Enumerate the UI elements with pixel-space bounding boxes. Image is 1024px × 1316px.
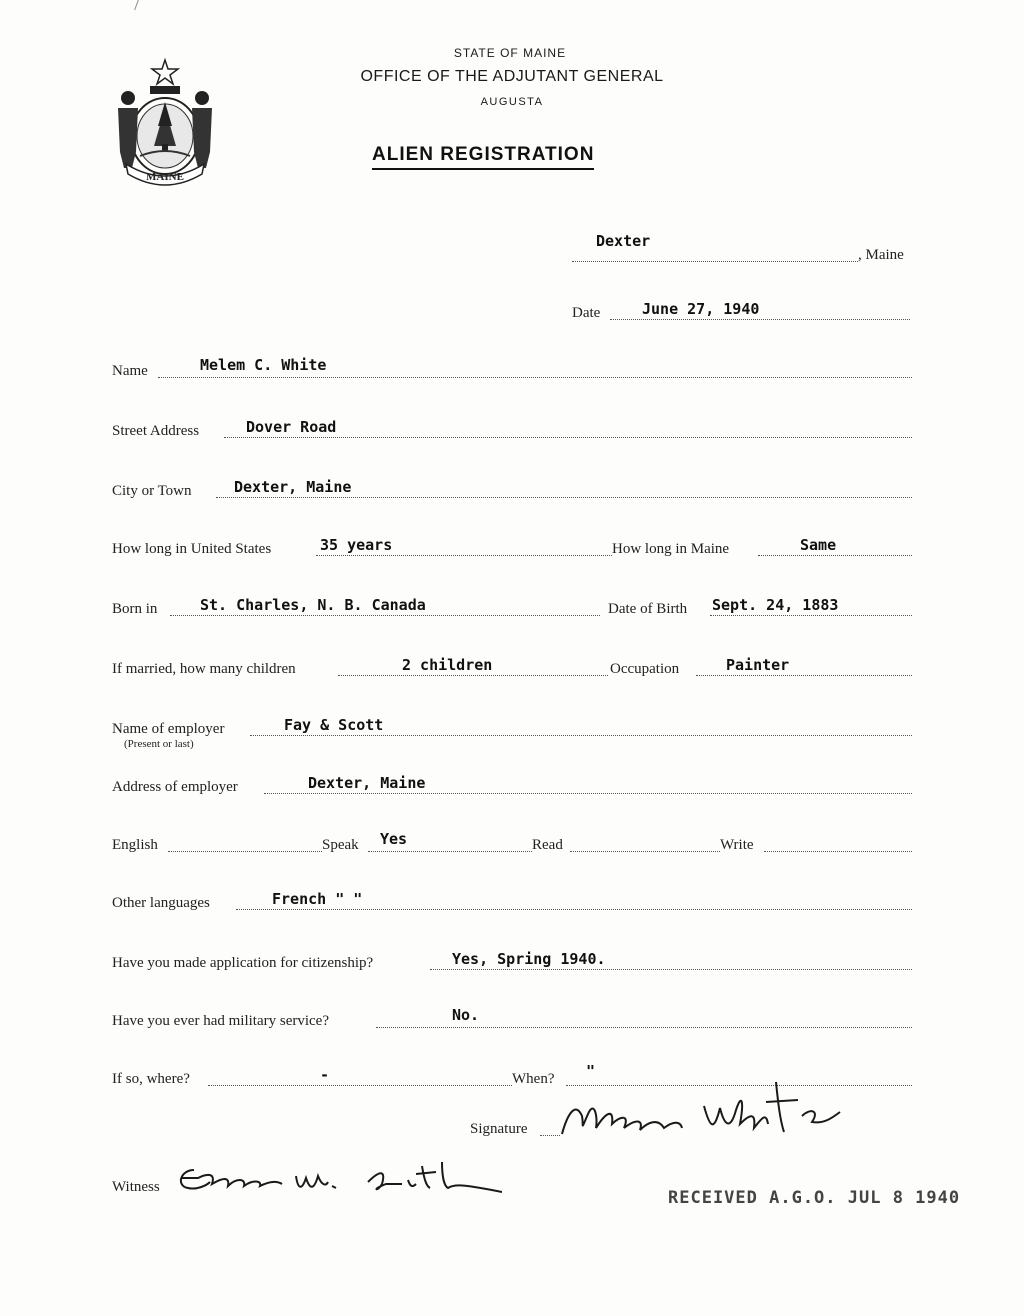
employer-row [112, 718, 912, 738]
read-label: Read [532, 837, 563, 853]
english-row [112, 830, 912, 854]
citizenship-value: Yes, Spring 1940. [452, 950, 606, 968]
name-label: Name [112, 363, 148, 379]
born-value: St. Charles, N. B. Canada [200, 596, 426, 614]
employer-sublabel: (Present or last) [124, 738, 194, 750]
dob-dots [710, 615, 912, 616]
children-dots [338, 675, 608, 676]
employer-address-dots [264, 793, 912, 794]
years-us-dots [316, 555, 612, 556]
when-value: " [586, 1062, 596, 1080]
occupation-value: Painter [726, 656, 790, 674]
years-maine-label: How long in Maine [612, 541, 730, 557]
received-stamp: RECEIVED A.G.O. JUL 8 1940 [668, 1188, 961, 1208]
english-label: English [112, 837, 158, 853]
name-value: Melem C. White [200, 356, 327, 374]
children-label: If married, how many children [112, 661, 296, 677]
employer-address-label: Address of employer [112, 779, 238, 795]
years-maine-value: Same [800, 536, 837, 554]
other-languages-row [112, 892, 912, 912]
seal-motto: MAINE [146, 171, 184, 183]
born-label: Born in [112, 601, 158, 617]
where-label: If so, where? [112, 1071, 190, 1087]
header-city: AUGUSTA [480, 96, 544, 108]
place-value: Dexter [596, 232, 651, 250]
where-value: - [320, 1066, 330, 1084]
speak-label: Speak [322, 837, 359, 853]
when-label: When? [512, 1071, 555, 1087]
years-us-label: How long in United States [112, 541, 272, 557]
street-label: Street Address [112, 423, 200, 439]
military-value: No. [452, 1006, 480, 1024]
dob-label: Date of Birth [608, 601, 688, 617]
witness-signature [172, 1156, 502, 1200]
citizenship-row [112, 952, 912, 972]
street-dots [224, 437, 912, 438]
employer-address-value: Dexter, Maine [308, 774, 426, 792]
employer-dots [250, 735, 912, 736]
dob-value: Sept. 24, 1883 [712, 596, 839, 614]
citizenship-dots [430, 969, 912, 970]
years-us-value: 35 years [320, 536, 393, 554]
scan-mark [134, 0, 145, 10]
employer-value: Fay & Scott [284, 716, 384, 734]
name-dots [158, 377, 912, 378]
speak-dots [368, 851, 532, 852]
military-row [112, 1006, 912, 1030]
street-row [112, 420, 912, 440]
date-value: June 27, 1940 [642, 300, 760, 318]
english-dots [168, 851, 322, 852]
years-row [112, 538, 912, 558]
born-row [112, 598, 912, 618]
date-label: Date [572, 305, 601, 321]
citizenship-label: Have you made application for citizenship? [112, 955, 374, 971]
other-languages-value: French " " [272, 890, 363, 908]
date-row [112, 302, 912, 322]
header-state: STATE OF MAINE [453, 46, 567, 60]
employer-label: Name of employer [112, 721, 225, 737]
city-row [112, 480, 912, 500]
write-dots [764, 851, 912, 852]
occupation-dots [696, 675, 912, 676]
occupation-label: Occupation [610, 661, 680, 677]
employer-address-row [112, 776, 912, 796]
place-row [112, 232, 912, 264]
street-value: Dover Road [246, 418, 337, 436]
children-value: 2 children [402, 656, 493, 674]
applicant-signature [554, 1072, 844, 1146]
signature-label: Signature [470, 1121, 528, 1137]
witness-label: Witness [112, 1179, 160, 1195]
read-dots [570, 851, 720, 852]
date-dots [610, 319, 910, 320]
born-dots [170, 615, 600, 616]
years-maine-dots [758, 555, 912, 556]
city-value: Dexter, Maine [234, 478, 352, 496]
write-label: Write [720, 837, 754, 853]
children-row [112, 658, 912, 678]
speak-value: Yes [380, 830, 408, 848]
city-dots [216, 497, 912, 498]
header-office: OFFICE OF THE ADJUTANT GENERAL [360, 68, 664, 85]
other-languages-label: Other languages [112, 895, 210, 911]
place-dots [572, 261, 858, 262]
other-languages-dots [236, 909, 912, 910]
military-dots [376, 1027, 912, 1028]
form-title: ALIEN REGISTRATION [372, 144, 594, 170]
city-label: City or Town [112, 483, 192, 499]
place-label: , Maine [858, 247, 904, 263]
where-dots [208, 1085, 512, 1086]
military-label: Have you ever had military service? [112, 1013, 329, 1029]
name-row [112, 356, 912, 380]
